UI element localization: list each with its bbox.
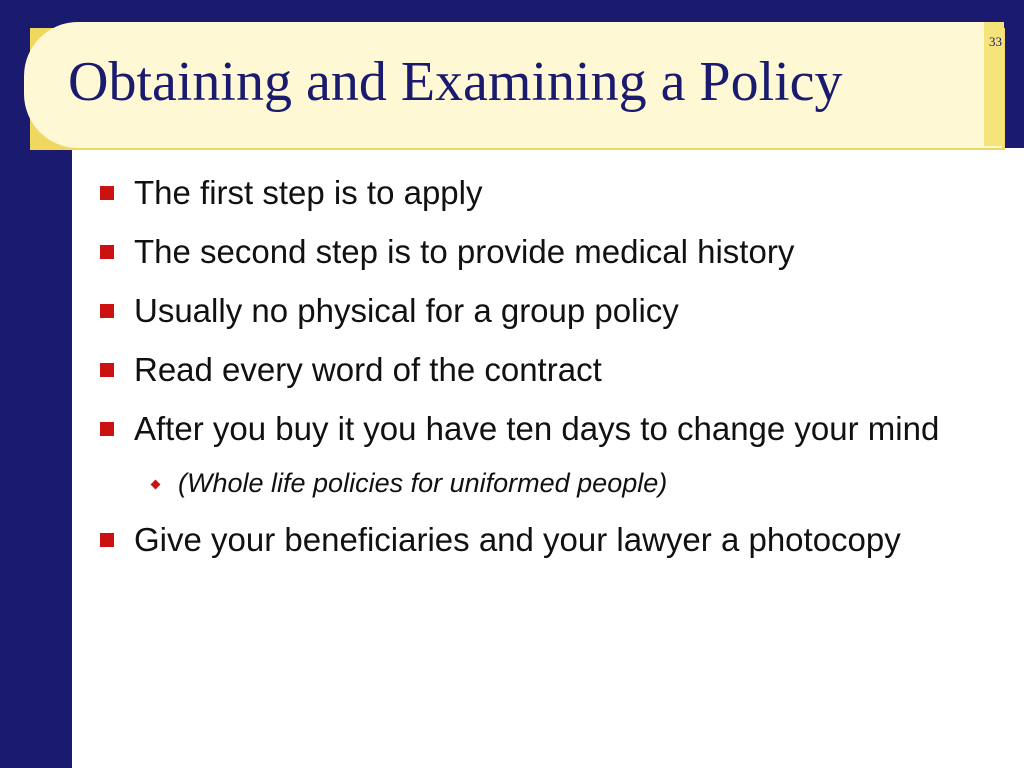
bullet-item bbox=[96, 288, 996, 333]
square-bullet-icon bbox=[100, 533, 114, 547]
square-bullet-icon bbox=[100, 304, 114, 318]
bullet-text: After you buy it you have ten days to change your mind bbox=[134, 410, 940, 447]
slide-number: 33 bbox=[989, 34, 1002, 49]
diamond-bullet-icon bbox=[151, 480, 161, 490]
bullet-item bbox=[96, 347, 996, 392]
sub-bullet-text: (Whole life policies for uniformed people) bbox=[178, 468, 668, 498]
bullet-text: Read every word of the contract bbox=[134, 351, 602, 388]
bullet-item bbox=[96, 517, 996, 562]
bullet-item bbox=[96, 229, 996, 274]
slide-title: Obtaining and Examining a Policy bbox=[68, 51, 843, 113]
bullet-item bbox=[96, 406, 996, 451]
sub-bullet-item bbox=[96, 463, 996, 503]
square-bullet-icon bbox=[100, 245, 114, 259]
bullet-item bbox=[96, 170, 996, 215]
bullet-text: The second step is to provide medical history bbox=[134, 233, 795, 270]
bullet-text: Usually no physical for a group policy bbox=[134, 292, 679, 329]
square-bullet-icon bbox=[100, 186, 114, 200]
bullet-text: The first step is to apply bbox=[134, 174, 483, 211]
square-bullet-icon bbox=[100, 363, 114, 377]
square-bullet-icon bbox=[100, 422, 114, 436]
bullet-text: Give your beneficiaries and your lawyer a photocopy bbox=[134, 521, 901, 558]
bullet-list bbox=[96, 170, 996, 576]
